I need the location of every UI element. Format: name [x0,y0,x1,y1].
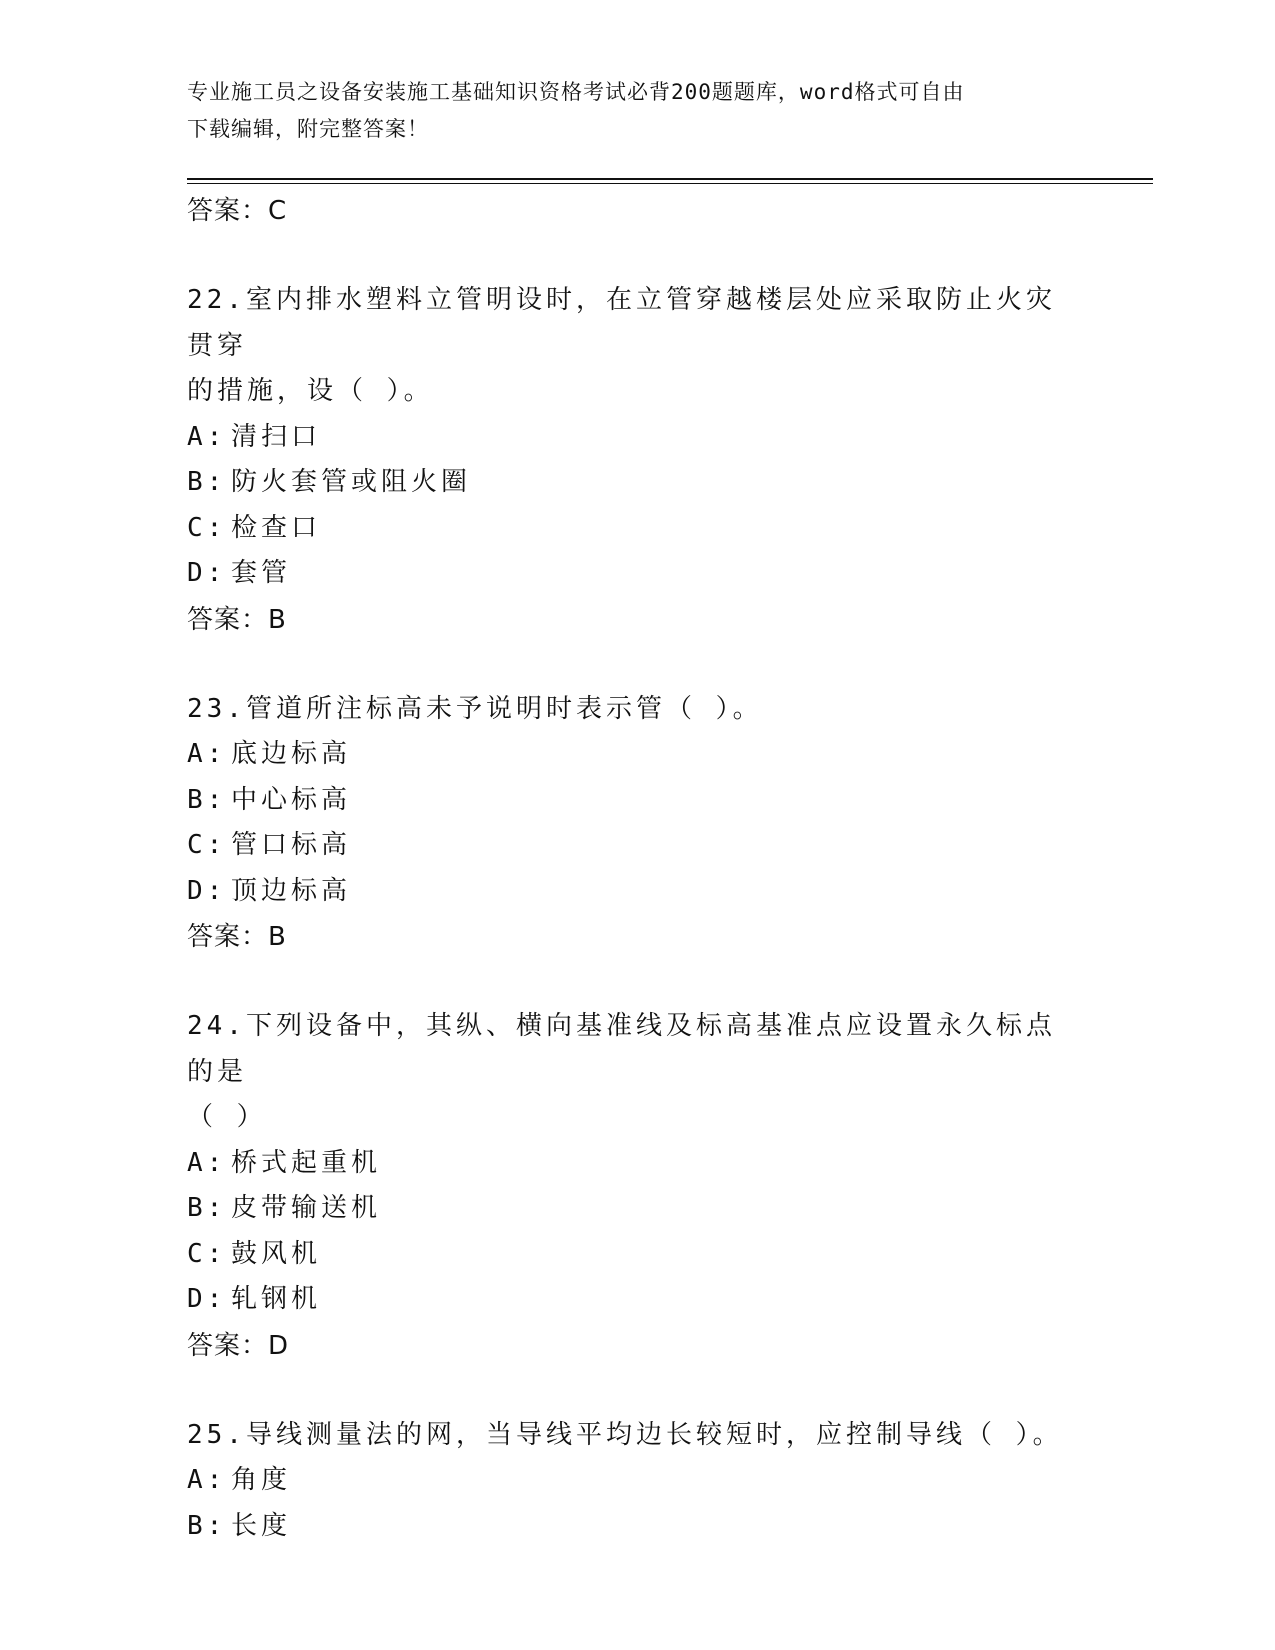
option-text: 管口标高 [231,830,352,860]
option-text: 防火套管或阻火圈 [231,467,472,497]
option-key: D: [187,558,227,588]
question-25 [187,1413,1087,1550]
answer: 答案：B [187,922,287,952]
option-c [187,823,1087,869]
option-key: B: [187,784,227,815]
question-stem-line-2: 的措施，设（ ）。 [187,376,434,406]
option-key: A: [187,1147,227,1178]
option-key: D: [187,875,227,906]
question-22 [187,278,1087,643]
option-key: B: [187,1510,227,1541]
option-text: 轧钢机 [231,1284,322,1314]
option-d [187,869,1087,915]
option-a [187,732,1087,778]
option-c [187,1232,1087,1278]
answer: 答案：D [187,1330,290,1361]
option-text: 清扫口 [231,421,322,452]
option-text: 桥式起重机 [231,1147,382,1178]
option-a [187,1458,1087,1504]
option-text: 角度 [231,1465,292,1495]
option-key: C: [187,830,227,860]
question-stem-line-1: 25.导线测量法的网，当导线平均边长较短时，应控制导线（ ）。 [187,1419,1063,1450]
option-text: 皮带输送机 [231,1193,382,1223]
option-text: 底边标高 [231,739,352,769]
option-text: 中心标高 [231,784,352,815]
question-stem-line-1: 24.下列设备中，其纵、横向基准线及标高基准点应设置永久标点的是 [187,1011,1056,1087]
option-key: B: [187,1193,227,1223]
page-header [187,74,1067,148]
option-text: 长度 [231,1510,292,1541]
answer: 答案：B [187,604,287,635]
question-stem [187,278,1067,415]
spacer [187,960,1087,1004]
question-stem-line-2: （ ） [187,1102,267,1132]
option-key: C: [187,1238,227,1269]
question-stem [187,1004,1067,1141]
option-b [187,1504,1087,1550]
header-line-1: 专业施工员之设备安装施工基础知识资格考试必背200题题库，word格式可自由 [187,80,965,104]
header-divider-thin [187,183,1153,184]
question-24 [187,1004,1087,1369]
option-d [187,551,1087,597]
question-list [187,188,1087,1549]
question-stem-line-1: 23.管道所注标高未予说明时表示管（ ）。 [187,693,763,724]
option-text: 顶边标高 [231,875,352,906]
option-b [187,778,1087,824]
option-text: 检查口 [231,512,322,543]
option-text: 鼓风机 [231,1238,322,1269]
option-key: C: [187,512,227,543]
spacer [187,234,1087,278]
option-key: D: [187,1284,227,1314]
option-d [187,1277,1087,1323]
question-stem-line-1: 22.室内排水塑料立管明设时，在立管穿越楼层处应采取防止火灾贯穿 [187,285,1056,361]
option-key: A: [187,739,227,769]
option-a [187,415,1087,461]
option-b [187,1186,1087,1232]
header-line-2: 下载编辑，附完整答案！ [187,117,429,141]
option-text: 套管 [231,558,292,588]
question-23 [187,687,1087,961]
spacer [187,1369,1087,1413]
option-a [187,1141,1087,1187]
question-stem [187,687,1067,733]
previous-answer: 答案：C [187,196,288,226]
option-b [187,460,1087,506]
header-divider-thick [187,178,1153,180]
option-key: A: [187,1465,227,1495]
option-c [187,506,1087,552]
question-stem [187,1413,1067,1459]
option-key: A: [187,421,227,452]
spacer [187,643,1087,687]
option-key: B: [187,467,227,497]
